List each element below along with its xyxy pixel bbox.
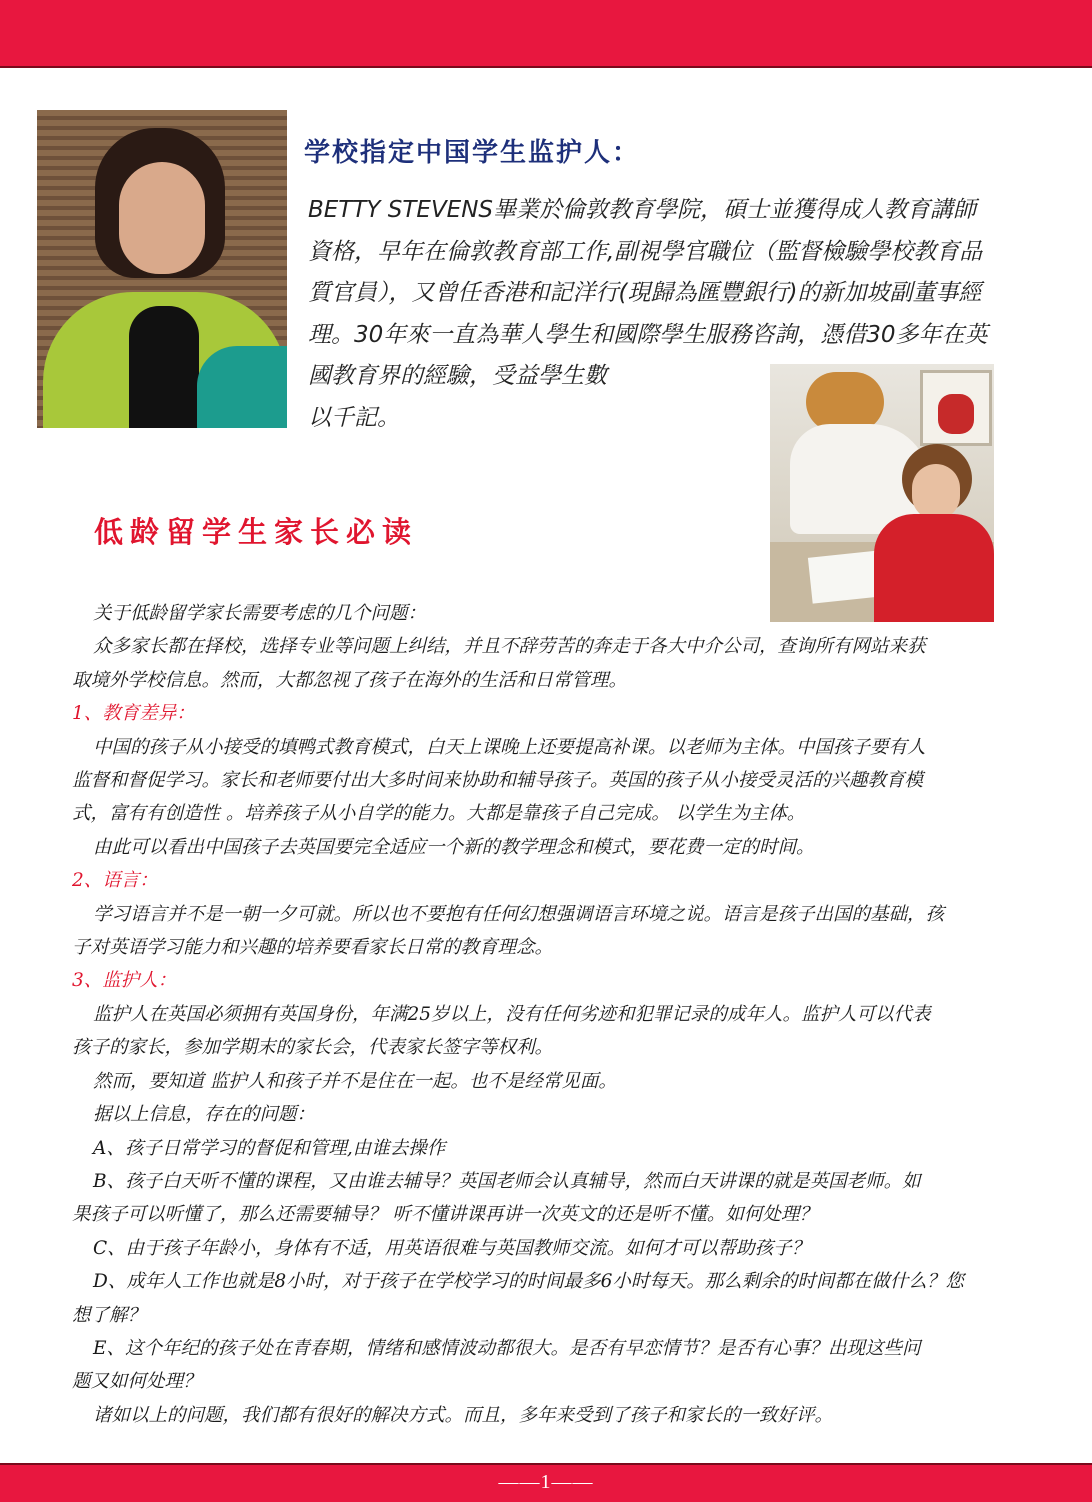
paragraph-line: 子对英语学习能力和兴趣的培养要看家长日常的教育理念。 [72, 937, 554, 959]
guardian-title: 学校指定中国学生监护人： [304, 138, 641, 168]
classroom-photo [770, 364, 994, 622]
paragraph-line: 众多家长都在择校，选择专业等问题上纠结，并且不辞劳苦的奔走于各大中介公司，查询所有网站来获 [93, 636, 926, 658]
issue-b-cont: 果孩子可以听懂了，那么还需要辅导？ 听不懂讲课再讲一次英文的还是听不懂。如何处理？ [72, 1204, 818, 1226]
section-heading-guardian: 3、监护人： [72, 970, 177, 992]
guardian-portrait-photo [37, 110, 287, 428]
paragraph-line: 式，富有有创造性 。培养孩子从小自学的能力。大都是靠孩子自己完成。 以学生为主体。 [72, 803, 806, 825]
intro-line: 关于低龄留学家长需要考虑的几个问题： [93, 603, 427, 624]
issue-e: E、这个年纪的孩子处在青春期，情绪和感情波动都很大。是否有早恋情节？是否有心事？出现这些问 [93, 1337, 921, 1359]
paragraph-line: 孩子的家长，参加学期末的家长会，代表家长签字等权利。 [72, 1037, 554, 1059]
guardian-desc-line: 以千記。 [308, 404, 400, 431]
issue-a: A、孩子日常学习的督促和管理,由谁去操作 [93, 1137, 446, 1159]
section-heading-language: 2、语言： [72, 870, 158, 892]
paragraph-line: 由此可以看出中国孩子去英国要完全适应一个新的教学理念和模式，要花费一定的时间。 [93, 836, 815, 858]
parents-guide-title: 低龄留学生家长必读 [94, 515, 419, 549]
issue-d: D、成年人工作也就是8小时，对于孩子在学校学习的时间最多6小时每天。那么剩余的时间都在做什么？您 [93, 1271, 964, 1293]
guardian-desc-line: 理。30年來一直為華人學生和國際學生服務咨詢，憑借30多年在英 [308, 321, 988, 348]
issue-c: C、由于孩子年龄小，身体有不适，用英语很难与英国教师交流。如何才可以帮助孩子？ [93, 1237, 811, 1259]
issue-d-cont: 想了解？ [72, 1304, 147, 1326]
paragraph-line: 中国的孩子从小接受的填鸭式教育模式，白天上课晚上还要提高补课。以老师为主体。中国孩子要有人 [93, 736, 926, 758]
paragraph-line: 监督和督促学习。家长和老师要付出大多时间来协助和辅导孩子。英国的孩子从小接受灵活的兴趣教育模 [72, 770, 924, 792]
paragraph-line: 监护人在英国必须拥有英国身份，年满25岁以上，没有任何劣迹和犯罪记录的成年人。监护人可以代表 [93, 1003, 931, 1025]
issue-b: B、孩子白天听不懂的课程，又由谁去辅导？英国老师会认真辅导，然而白天讲课的就是英国老师。如 [93, 1170, 921, 1192]
paragraph-line: 据以上信息，存在的问题： [93, 1104, 316, 1126]
issue-e-cont: 题又如何处理？ [72, 1371, 202, 1393]
guardian-desc-line: 質官員），又曾任香港和記洋行(現歸為匯豐銀行)的新加坡副董事經 [308, 280, 982, 306]
guardian-desc-line: 國教育界的經驗，受益學生數 [308, 363, 607, 389]
page-number: ——1—— [498, 1471, 594, 1493]
paragraph-line: 然而，要知道 监护人和孩子并不是住在一起。也不是经常见面。 [93, 1070, 617, 1092]
section-heading-education: 1、教育差异： [72, 703, 195, 725]
closing-line: 诸如以上的问题，我们都有很好的解决方式。而且，多年来受到了孩子和家长的一致好评。 [93, 1404, 834, 1426]
paragraph-line: 学习语言并不是一朝一夕可就。所以也不要抱有任何幻想强调语言环境之说。语言是孩子出国的基础，孩 [93, 903, 945, 925]
paragraph-line: 取境外学校信息。然而，大都忽视了孩子在海外的生活和日常管理。 [72, 669, 628, 691]
parents-guide-body [72, 597, 1022, 1432]
guardian-desc-line: 資格，早年在倫敦教育部工作,副視學官職位（監督檢驗學校教育品 [308, 238, 983, 265]
guardian-desc-line: BETTY STEVENS畢業於倫敦教育學院，碩士並獲得成人教育講師 [308, 197, 977, 223]
header-band [0, 0, 1092, 68]
